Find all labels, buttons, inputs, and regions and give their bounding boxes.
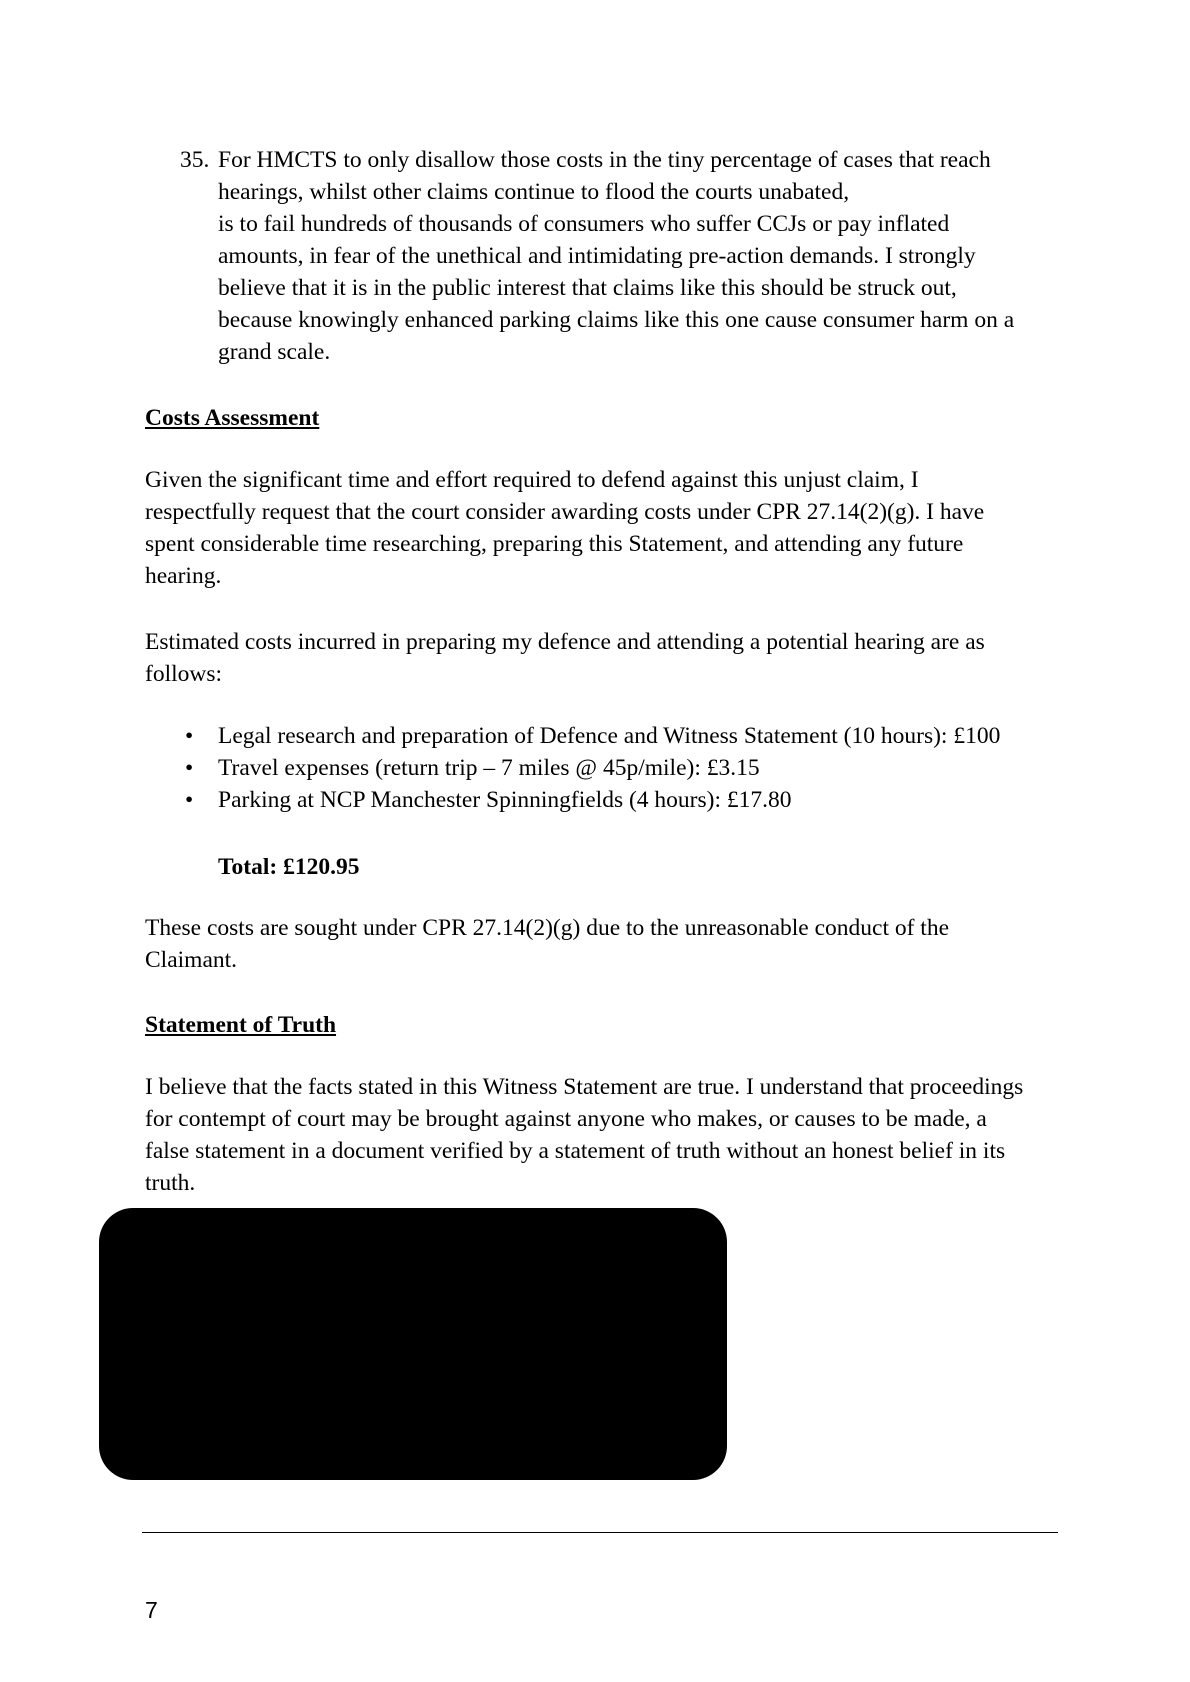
paragraph-line: grand scale.: [218, 339, 331, 365]
paragraph-line: amounts, in fear of the unethical and intimidating pre-action demands. I strongly: [218, 243, 976, 269]
paragraph-line: truth.: [145, 1170, 196, 1196]
paragraph-line: These costs are sought under CPR 27.14(2)(g) due to the unreasonable conduct of the: [145, 915, 950, 941]
list-item-text: Parking at NCP Manchester Spinningfields (4 hours): £17.80: [218, 787, 792, 813]
paragraph-line: hearing.: [145, 563, 222, 589]
list-item: [145, 752, 1065, 784]
bullet-icon: •: [185, 787, 194, 813]
paragraph-line: respectfully request that the court consider awarding costs under CPR 27.14(2)(g). I have: [145, 499, 985, 525]
paragraph-line: false statement in a document verified by a statement of truth without an honest belief in its: [145, 1138, 1006, 1164]
paragraph-line: spent considerable time researching, preparing this Statement, and attending any future: [145, 531, 964, 557]
costs-estimate-paragraph: [145, 626, 1065, 690]
statement-of-truth-paragraph: [145, 1071, 1065, 1199]
list-item: [145, 784, 1065, 816]
page-number: 7: [145, 1597, 158, 1623]
costs-list: [145, 720, 1065, 816]
paragraph-line: follows:: [145, 661, 223, 687]
paragraph-line: Given the significant time and effort required to defend against this unjust claim, I: [145, 467, 919, 493]
paragraph-line: I believe that the facts stated in this Witness Statement are true. I understand that proceedings: [145, 1074, 1024, 1100]
list-item-text: Travel expenses (return trip – 7 miles @ 45p/mile): £3.15: [218, 755, 760, 781]
footer-divider: [142, 1532, 1058, 1533]
paragraph-line: because knowingly enhanced parking claims like this one cause consumer harm on a: [218, 307, 1015, 333]
statement-of-truth-heading: Statement of Truth: [145, 1012, 337, 1038]
paragraph-line: for contempt of court may be brought against anyone who makes, or causes to be made, a: [145, 1106, 987, 1132]
bullet-icon: •: [185, 755, 194, 781]
list-item: [145, 720, 1065, 752]
costs-intro-paragraph: [145, 464, 1065, 592]
paragraph-line: hearings, whilst other claims continue to flood the courts unabated,: [218, 179, 850, 205]
paragraph-number: 35.: [180, 147, 210, 173]
paragraph-line: Estimated costs incurred in preparing my defence and attending a potential hearing are as: [145, 629, 985, 655]
redacted-signature-block: [99, 1208, 727, 1480]
paragraph-line: Claimant.: [145, 947, 238, 973]
costs-assessment-heading: Costs Assessment: [145, 405, 320, 431]
costs-total: Total: £120.95: [218, 854, 360, 880]
paragraph-line: is to fail hundreds of thousands of consumers who suffer CCJs or pay inflated: [218, 211, 950, 237]
paragraph-35: [180, 144, 1060, 368]
bullet-icon: •: [185, 723, 194, 749]
costs-sought-paragraph: [145, 912, 1065, 976]
list-item-text: Legal research and preparation of Defence and Witness Statement (10 hours): £100: [218, 723, 1001, 749]
paragraph-line: For HMCTS to only disallow those costs in the tiny percentage of cases that reach: [218, 147, 991, 173]
paragraph-line: believe that it is in the public interest that claims like this should be struck out,: [218, 275, 957, 301]
